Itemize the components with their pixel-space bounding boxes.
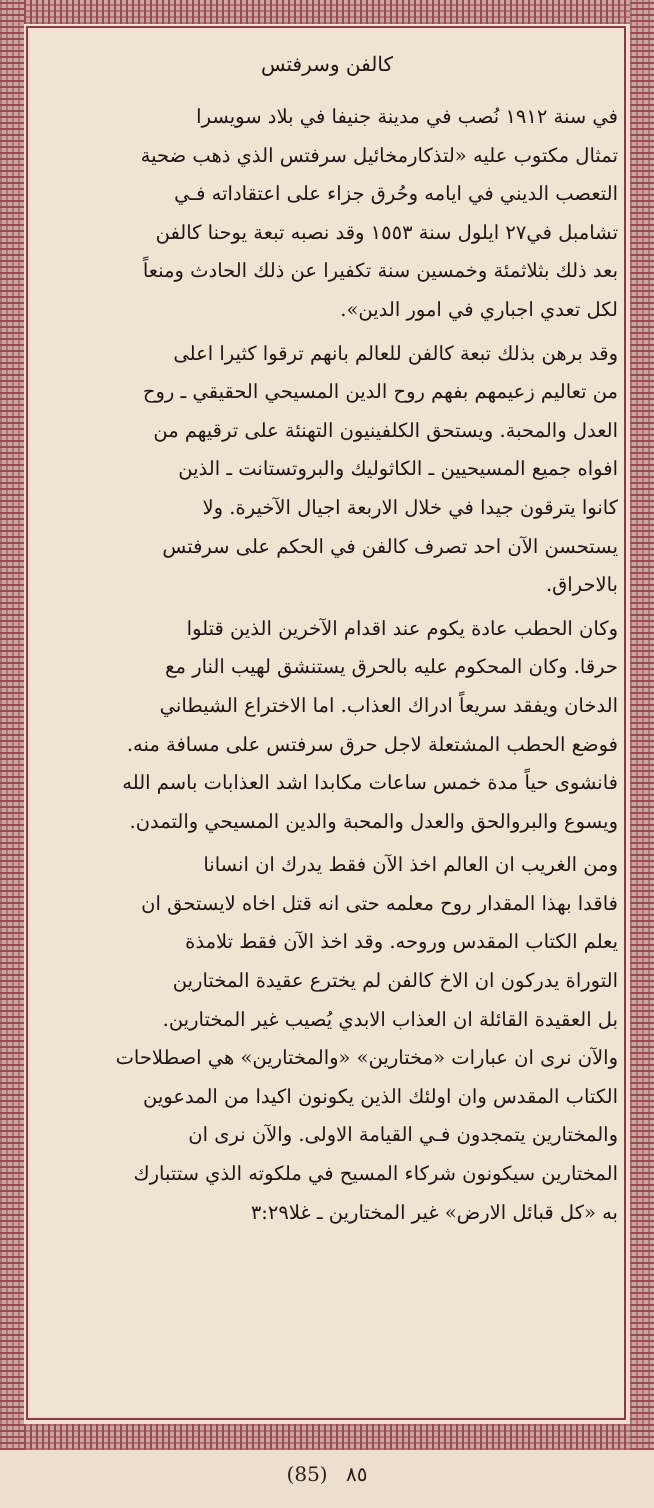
article-body (38, 98, 618, 1232)
page-number-western: (85) (286, 1462, 328, 1486)
text-line: كانوا يترقون جيدا في خلال الاربعة اجيال الآخيرة. ولا (202, 495, 618, 519)
text-line: فانشوى حياً مدة خمس ساعات مكابدا اشد العذابات باسم الله (122, 771, 618, 795)
decorative-border-top (0, 0, 654, 24)
text-line: العدل والمحبة. ويستحق الكلفينيون التهنئة على ترقيهم من (153, 418, 618, 442)
text-line: به «كل قبائل الارض» غير المختارين ـ غلا٣:٢٩ (250, 1200, 618, 1224)
paragraph (38, 610, 618, 842)
paragraph (38, 335, 618, 605)
text-line: بالاحراق. (545, 573, 618, 597)
text-line: تشامبل في٢٧ ايلول سنة ١٥٥٣ وقد نصبه تبعة يوحنا كالفن (155, 220, 618, 244)
text-line: التعصب الديني في ايامه وحُرق جزاء على اعتقاداته فـي (174, 182, 618, 206)
text-line: والآن نرى ان عبارات «مختارين» «والمختارين» هي اصطلاحات (115, 1046, 618, 1070)
text-line: فاقدا بهذا المقدار روح معلمه حتى انه قتل اخاه لايستحق ان (141, 891, 618, 915)
page-number (0, 1460, 654, 1488)
text-line: بعد ذلك بثلاثمئة وخمسين سنة تكفيرا عن ذلك الحادث ومنعاً (142, 259, 618, 283)
text-line: افواه جميع المسيحيين ـ الكاثوليك والبروتستانت ـ الذين (178, 457, 618, 481)
text-line: يعلم الكتاب المقدس وروحه. وقد اخذ الآن فقط تلامذة (185, 930, 618, 954)
text-line: حرقا. وكان المحكوم عليه بالحرق يستنشق لهيب النار مع (165, 655, 618, 679)
text-line: ومن الغريب ان العالم اخذ الآن فقط يدرك ان انسانا (203, 853, 618, 877)
text-line: تمثال مكتوب عليه «لتذكارمخائيل سرفتس الذي ذهب ضحية (140, 143, 618, 167)
page-title: كالفن وسرفتس (261, 52, 393, 76)
text-line: فوضع الحطب المشتعلة لاجل حرق سرفتس على مسافة منه. (126, 732, 618, 756)
text-line: المختارين سيكونون شركاء المسيح في ملكوته الذي ستتبارك (133, 1162, 618, 1186)
text-frame (30, 30, 624, 1416)
text-line: الدخان ويفقد سريعاً ادراك العذاب. اما الاختراع الشيطاني (159, 693, 618, 717)
page-number-arabic: ٨٥ (345, 1462, 368, 1486)
text-line: بل العقيدة القائلة ان العذاب الابدي يُصيب غير المختارين. (162, 1007, 618, 1031)
text-line: والمختارين يتمجدون فـي القيامة الاولى. والآن نرى ان (188, 1123, 618, 1147)
text-line: في سنة ١٩١٢ نُصب في مدينة جنيفا في بلاد سويسرا (196, 105, 618, 128)
text-line: وقد برهن بذلك تبعة كالفن للعالم بانهم ترقوا كثيرا اعلى (173, 341, 618, 365)
text-line: وكان الحطب عادة يكوم عند اقدام الآخرين الذين قتلوا (186, 616, 618, 640)
decorative-border-bottom (0, 1424, 654, 1450)
text-line: التوراة يدركون ان الاخ كالفن لم يخترع عقيدة المختارين (172, 969, 618, 993)
text-line: يستحسن الآن احد تصرف كالفن في الحكم على سرفتس (162, 534, 618, 558)
paragraph (38, 98, 618, 330)
text-line: ويسوع والبروالحق والعدل والمحبة والدين المسيحي والتمدن. (129, 809, 618, 833)
text-line: لكل تعدي اجباري في امور الدين». (340, 297, 618, 321)
text-line: الكتاب المقدس وان اولئك الذين يكونون اكيدا من المدعوين (142, 1084, 618, 1108)
paragraph (38, 846, 618, 1232)
text-line: من تعاليم زعيمهم بفهم روح الدين المسيحي الحقيقي ـ روح (142, 380, 618, 404)
decorative-border-left (0, 0, 24, 1450)
decorative-border-right (630, 0, 654, 1450)
